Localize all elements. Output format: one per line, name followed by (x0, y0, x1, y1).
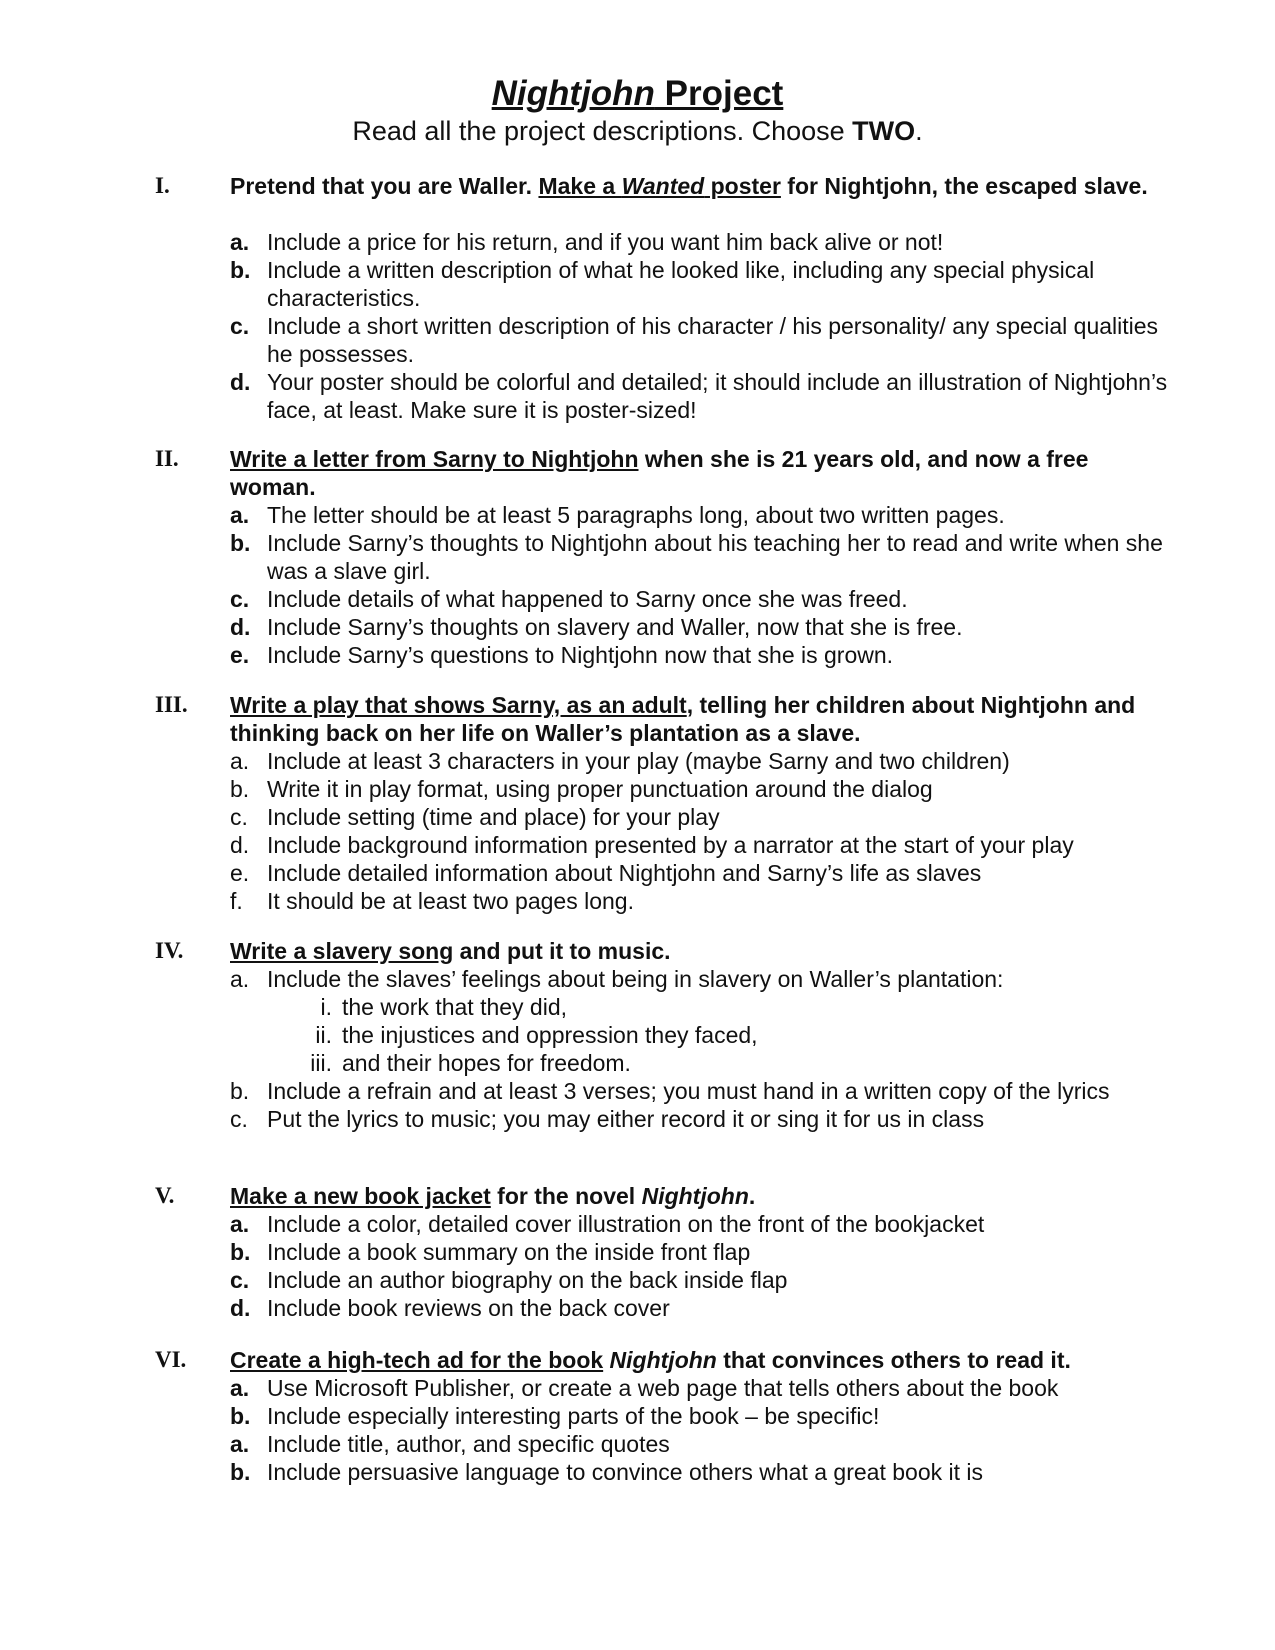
list-item (230, 585, 1170, 613)
item-marker: b. (230, 776, 250, 802)
section-number: VI. (155, 1347, 187, 1372)
item-marker: b. (230, 1078, 250, 1104)
item-text: Include Sarny’s thoughts on slavery and Waller, now that she is free. (267, 614, 963, 640)
list-item (230, 1402, 1170, 1430)
item-marker: b. (230, 1459, 251, 1485)
item-text: Include Sarny’s questions to Nightjohn now that she is grown. (267, 642, 894, 668)
item-marker: c. (230, 586, 250, 612)
item-marker: a. (230, 502, 250, 528)
item-marker: a. (230, 966, 250, 992)
page-title (0, 74, 1275, 114)
heading-part: poster (704, 173, 781, 199)
list-item (230, 1430, 1170, 1458)
item-marker: f. (230, 888, 243, 914)
list-item (230, 803, 1170, 831)
subtitle-post: . (915, 116, 923, 146)
list-item (230, 1077, 1170, 1105)
item-list (230, 965, 1170, 1133)
item-marker: d. (230, 832, 250, 858)
sub-item-text: the work that they did, (342, 994, 568, 1020)
item-text: Put the lyrics to music; you may either record it or sing it for us in class (267, 1106, 985, 1132)
item-text: Include a short written description of his character / his personality/ any special qualities he possesses. (267, 313, 1159, 367)
item-text: Include a color, detailed cover illustration on the front of the bookjacket (267, 1211, 985, 1237)
sub-list-item (267, 993, 1170, 1021)
heading-part: for Nightjohn, the escaped slave. (780, 173, 1148, 199)
section-heading (230, 691, 1160, 747)
subtitle-bold: TWO (852, 116, 916, 146)
sub-item-marker: ii. (315, 1022, 332, 1048)
item-text: Include a book summary on the inside front flap (267, 1239, 751, 1265)
title-italic: Nightjohn (491, 74, 655, 113)
item-text: Your poster should be colorful and detailed; it should include an illustration of Nightjohn’s face, at least. Make sure it is poster-sized! (267, 369, 1168, 423)
list-item (230, 228, 1170, 256)
list-item (230, 887, 1170, 915)
sub-list (267, 993, 1170, 1077)
section-number: I. (155, 173, 170, 198)
section-number: IV. (155, 938, 184, 963)
item-text: Include a refrain and at least 3 verses; you must hand in a written copy of the lyrics (267, 1078, 1110, 1104)
item-text: Include book reviews on the back cover (267, 1295, 670, 1321)
sub-list-item (267, 1049, 1170, 1077)
item-marker: b. (230, 1239, 251, 1265)
list-item (230, 1266, 1170, 1294)
section-heading (230, 172, 1160, 200)
item-list (230, 1374, 1170, 1486)
item-marker: e. (230, 860, 250, 886)
list-item (230, 256, 1170, 312)
list-item (230, 1374, 1170, 1402)
item-text: Include a price for his return, and if you want him back alive or not! (267, 229, 944, 255)
subtitle-pre: Read all the project descriptions. Choose (352, 116, 853, 146)
heading-underlined: Write a slavery song (230, 938, 454, 964)
section-number: III. (155, 692, 188, 717)
title-rest: Project (654, 74, 784, 113)
heading-underlined: Write a letter from Sarny to Nightjohn (230, 446, 639, 472)
list-item (230, 1105, 1170, 1133)
item-marker: c. (230, 1267, 250, 1293)
item-marker: d. (230, 614, 251, 640)
item-text: Include the slaves’ feelings about being in slavery on Waller’s plantation: (267, 966, 1004, 992)
item-text: Include especially interesting parts of the book – be specific! (267, 1403, 880, 1429)
sub-list-item (267, 1021, 1170, 1049)
heading-italic: Nightjohn (641, 1183, 749, 1209)
heading-part: when she is 21 years old, and now a free woman. (230, 446, 1089, 500)
list-item (230, 529, 1170, 585)
item-list (230, 747, 1170, 915)
sub-item-marker: iii. (310, 1050, 332, 1076)
list-item (230, 613, 1170, 641)
item-marker: d. (230, 369, 251, 395)
list-item (230, 859, 1170, 887)
heading-underlined: Create a high-tech ad for the book (230, 1347, 604, 1373)
heading-part: for the novel (490, 1183, 642, 1209)
page-subtitle (0, 114, 1275, 148)
item-marker: a. (230, 1375, 250, 1401)
list-item (230, 1458, 1170, 1486)
item-text: Include at least 3 characters in your play (maybe Sarny and two children) (267, 748, 1010, 774)
item-list (230, 1210, 1170, 1322)
heading-part: Make a (538, 173, 622, 199)
item-text: Include detailed information about Nightjohn and Sarny’s life as slaves (267, 860, 982, 886)
item-text: Include setting (time and place) for your play (267, 804, 720, 830)
item-marker: a. (230, 1211, 250, 1237)
item-text: Include details of what happened to Sarny once she was freed. (267, 586, 908, 612)
sub-item-marker: i. (320, 994, 332, 1020)
item-marker: a. (230, 748, 250, 774)
list-item (230, 747, 1170, 775)
heading-part: and put it to music. (453, 938, 671, 964)
item-text: Include background information presented by a narrator at the start of your play (267, 832, 1074, 858)
item-marker: c. (230, 1106, 248, 1132)
heading-underlined: Write a play that shows Sarny, as an adult (230, 692, 687, 718)
heading-italic: Wanted (621, 173, 705, 199)
item-marker: c. (230, 804, 248, 830)
item-marker: c. (230, 313, 250, 339)
section-heading (230, 1182, 1160, 1210)
section-number: II. (155, 446, 179, 471)
item-marker: a. (230, 229, 250, 255)
item-marker: a. (230, 1431, 250, 1457)
section-heading (230, 445, 1160, 501)
heading-part: that convinces others to read it. (716, 1347, 1071, 1373)
list-item (230, 641, 1170, 669)
item-text: Include persuasive language to convince others what a great book it is (267, 1459, 983, 1485)
item-text: The letter should be at least 5 paragraphs long, about two written pages. (267, 502, 1005, 528)
sub-item-text: the injustices and oppression they faced, (342, 1022, 758, 1048)
sub-item-text: and their hopes for freedom. (342, 1050, 631, 1076)
list-item (230, 775, 1170, 803)
section-heading (230, 937, 1160, 965)
item-list (230, 501, 1170, 669)
list-item (230, 1210, 1170, 1238)
heading-underlined: Make a new book jacket (230, 1183, 491, 1209)
item-text: Include an author biography on the back inside flap (267, 1267, 788, 1293)
item-list (230, 228, 1170, 424)
item-marker: b. (230, 530, 251, 556)
item-text: Include a written description of what he looked like, including any special physical characteristics. (267, 257, 1095, 311)
item-marker: e. (230, 642, 250, 668)
heading-part: . (748, 1183, 756, 1209)
item-text: Use Microsoft Publisher, or create a web page that tells others about the book (267, 1375, 1059, 1401)
item-marker: b. (230, 257, 251, 283)
heading-part: Pretend that you are Waller. (230, 173, 539, 199)
list-item (230, 965, 1170, 1077)
list-item (230, 831, 1170, 859)
list-item (230, 1294, 1170, 1322)
item-text: It should be at least two pages long. (267, 888, 634, 914)
heading-italic: Nightjohn (609, 1347, 717, 1373)
item-text: Write it in play format, using proper punctuation around the dialog (267, 776, 933, 802)
item-marker: d. (230, 1295, 251, 1321)
list-item (230, 501, 1170, 529)
item-text: Include title, author, and specific quotes (267, 1431, 670, 1457)
heading-underlined (538, 173, 780, 199)
list-item (230, 1238, 1170, 1266)
item-text: Include Sarny’s thoughts to Nightjohn about his teaching her to read and write when she was a slave girl. (267, 530, 1163, 584)
list-item (230, 312, 1170, 368)
item-marker: b. (230, 1403, 251, 1429)
heading-part: , telling her children about Nightjohn and thinking back on her life on Waller’s plantation as a slave. (230, 692, 1136, 746)
list-item (230, 368, 1170, 424)
section-heading (230, 1346, 1160, 1374)
section-number: V. (155, 1183, 175, 1208)
